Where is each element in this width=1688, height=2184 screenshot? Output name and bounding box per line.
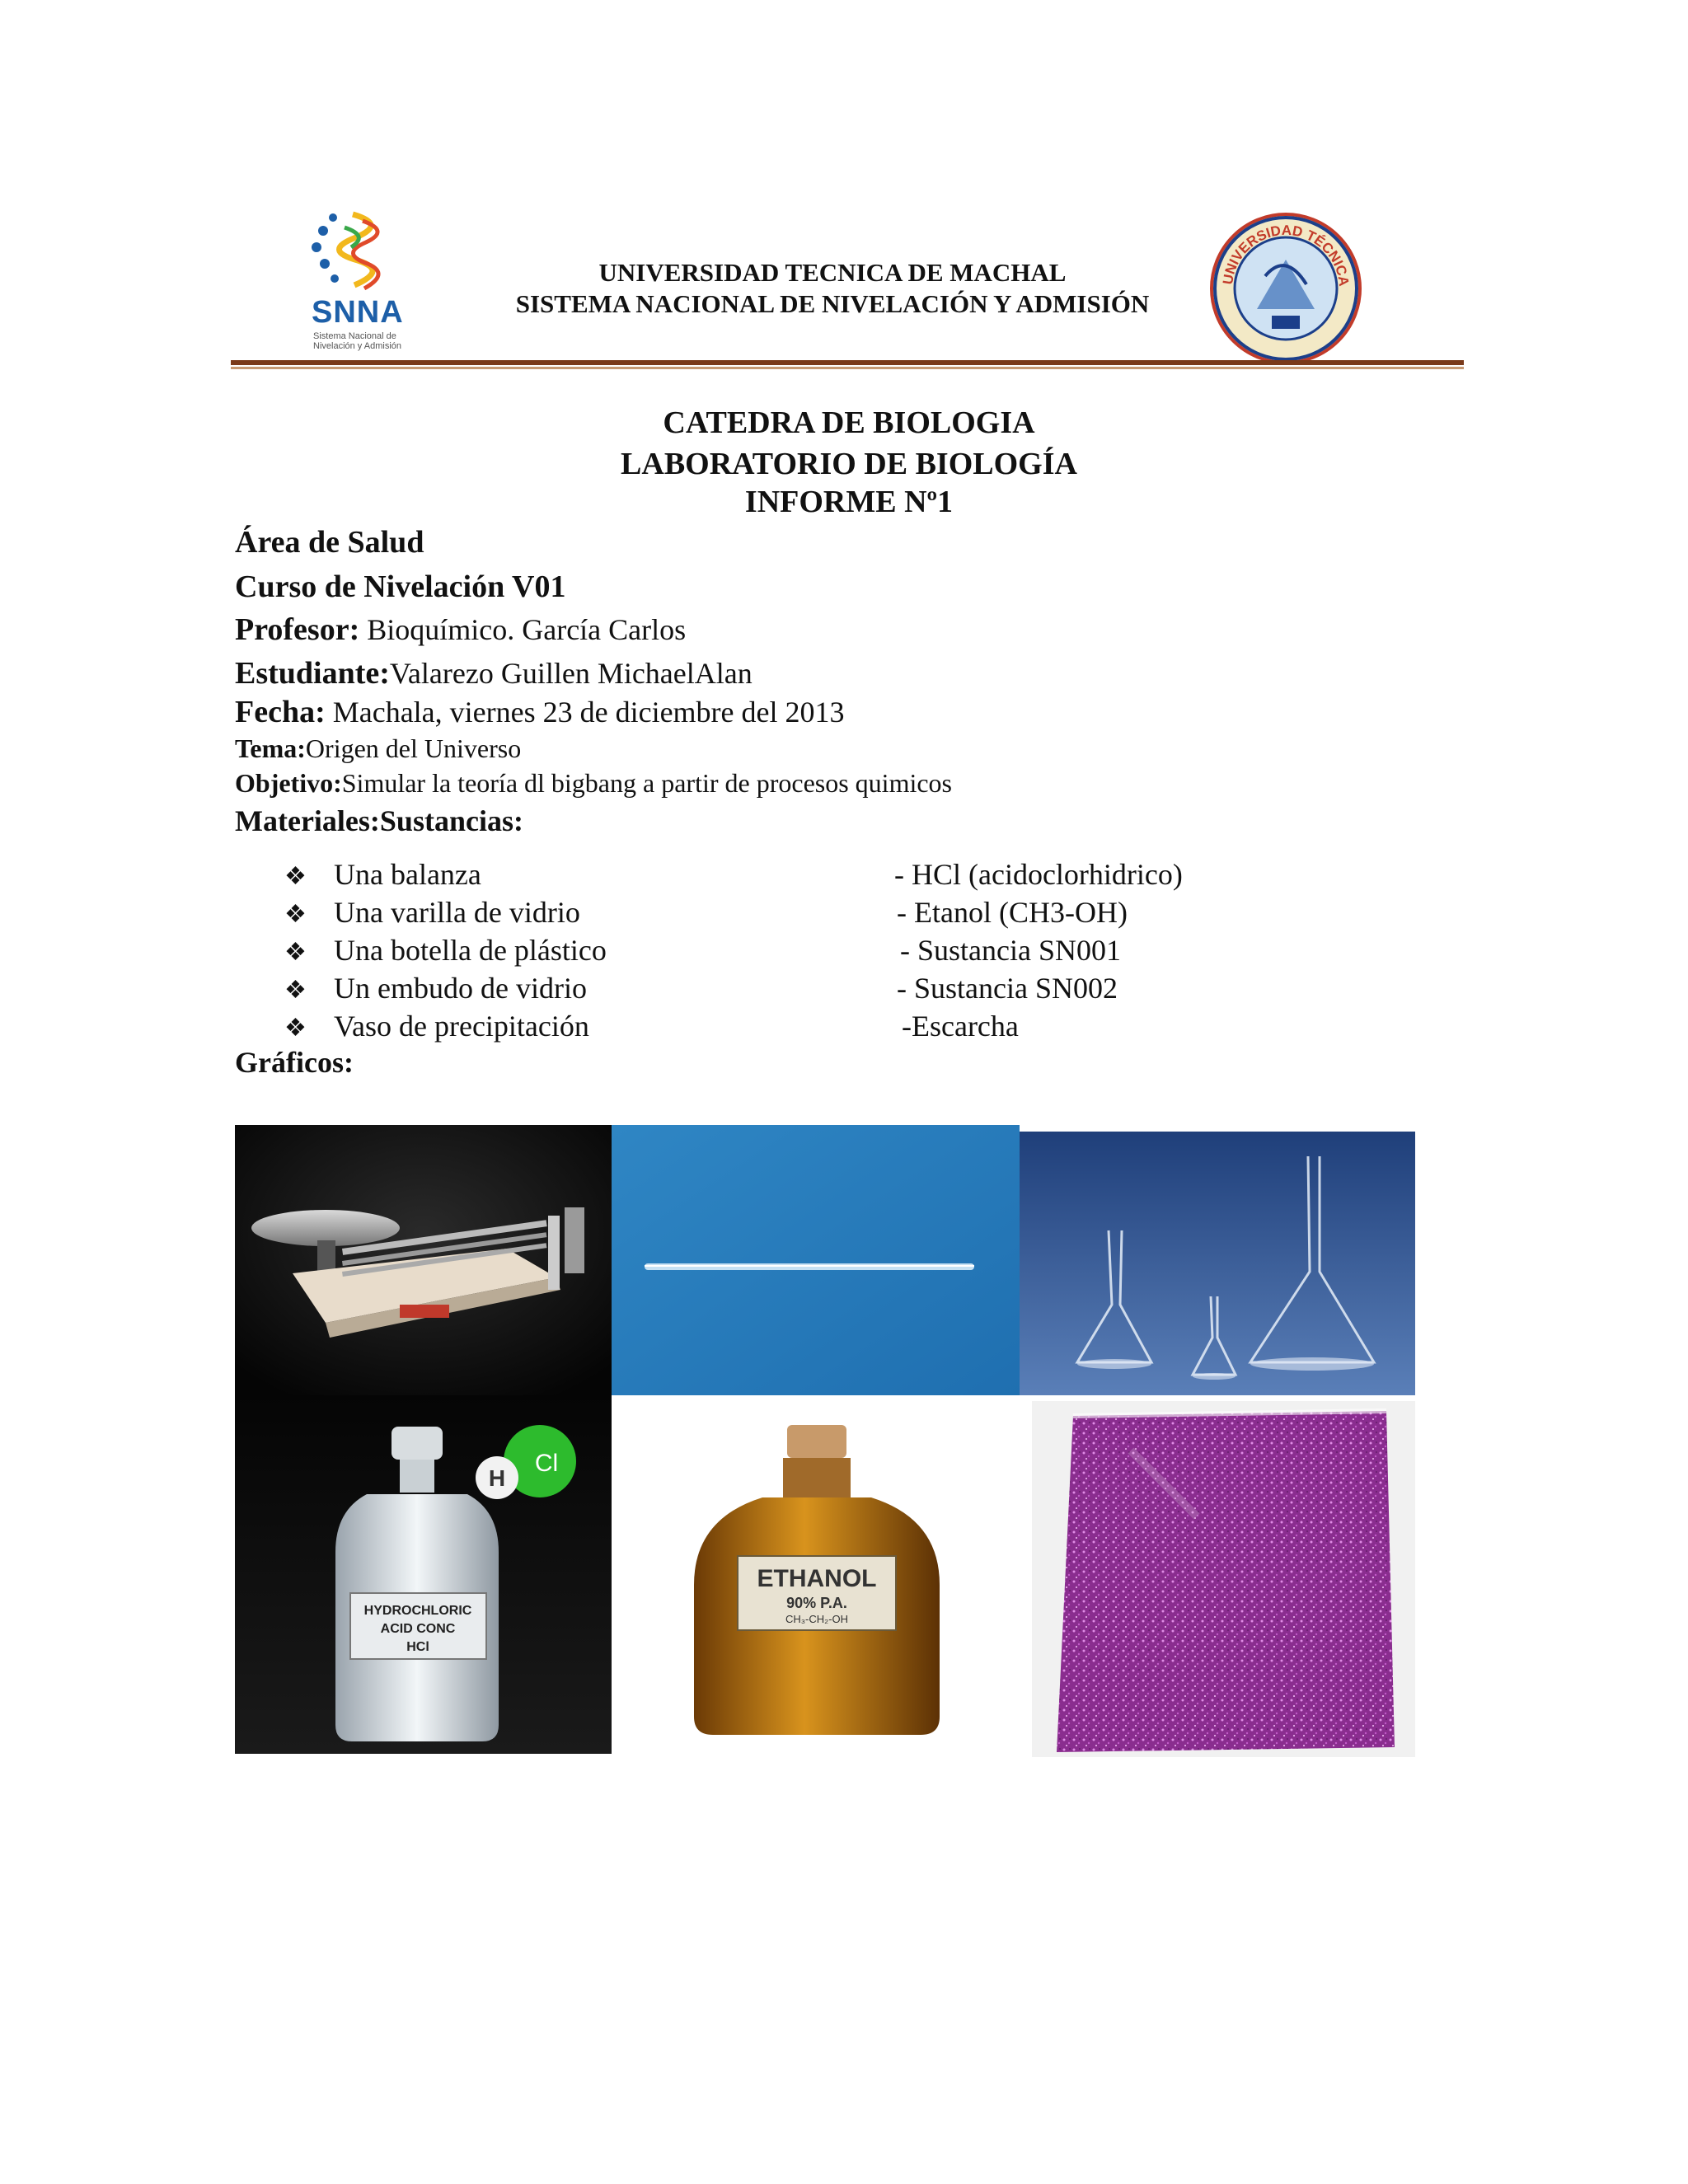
objetivo-value: Simular la teoría dl bigbang a partir de procesos quimicos [341,768,952,798]
diamond-bullet-icon: ❖ [284,939,307,966]
snna-logo-text: SNNA [312,295,404,330]
fecha-value: Machala, viernes 23 de diciembre del 2013 [325,696,845,729]
sustancia-item: - HCl (acidoclorhidrico) [894,858,1183,891]
hcl-bottle-photo [235,1395,612,1754]
sustancia-item: - Sustancia SN001 [900,934,1121,967]
glitter-bag-icon [1032,1401,1415,1757]
glass-funnels-icon [1020,1132,1415,1395]
snna-helix-icon [305,206,437,297]
sustancia-item: -Escarcha [902,1010,1019,1043]
title-informe: INFORME Nº1 [744,485,954,519]
hcl-bottle-icon [235,1395,612,1754]
materiales-item: ❖ Vaso de precipitación [284,1010,589,1043]
header-rule [231,360,1464,365]
report-titles [462,402,1236,519]
objetivo-label: Objetivo: [235,768,342,798]
funnels-photo [1020,1132,1415,1395]
fecha-line [235,694,845,730]
header-rule-light [231,367,1464,369]
glitter-bag-photo [1032,1401,1415,1757]
materiales-item: ❖ Una balanza [284,858,481,891]
diamond-bullet-icon: ❖ [284,977,307,1004]
objetivo-line [235,768,952,799]
snna-logo [305,206,437,354]
title-laboratorio: LABORATORIO DE BIOLOGÍA [621,447,1077,481]
hcl-label-line1: HYDROCHLORIC [363,1604,472,1618]
hcl-label-line3: HCl [406,1640,429,1654]
diamond-bullet-icon: ❖ [284,863,307,890]
tema-line [235,733,521,764]
profesor-value: Bioquímico. García Carlos [359,613,687,646]
tema-value: Origen del Universo [305,733,522,763]
title-catedra: CATEDRA DE BIOLOGIA [663,405,1035,440]
profesor-line [235,612,686,648]
sustancia-item: - Etanol (CH3-OH) [897,896,1128,929]
materiales-item: ❖ Una varilla de vidrio [284,896,580,929]
fecha-label: Fecha: [235,695,326,729]
university-seal-icon [1207,210,1364,367]
triple-beam-balance-icon [235,1125,612,1395]
materiales-item: ❖ Una botella de plástico [284,934,607,967]
hcl-molecule-cl: Cl [534,1450,559,1477]
balance-photo [235,1125,612,1395]
university-header [462,257,1203,320]
diamond-bullet-icon: ❖ [284,1015,307,1042]
glass-rod-icon [612,1125,1020,1395]
snna-logo-subtext: Sistema Nacional de Nivelación y Admisión [313,331,401,351]
hcl-label-line2: ACID CONC [380,1622,456,1636]
materiales-heading: Materiales:Sustancias: [235,804,523,837]
profesor-label: Profesor: [235,612,360,647]
seal-text: UNIVERSIDAD TÉCNICA [1220,222,1353,287]
estudiante-line [235,655,753,691]
estudiante-label: Estudiante: [235,656,390,691]
ethanol-label-line2: 90% P.A. [786,1595,847,1611]
sustancia-item: - Sustancia SN002 [897,972,1118,1005]
estudiante-value: Valarezo Guillen MichaelAlan [389,657,753,690]
curso-heading: Curso de Nivelación V01 [235,569,566,604]
university-name: UNIVERSIDAD TECNICA DE MACHAL [598,258,1067,287]
diamond-bullet-icon: ❖ [284,901,307,928]
area-heading: Área de Salud [235,525,424,560]
system-name: SISTEMA NACIONAL DE NIVELACIÓN Y ADMISIÓN [515,289,1150,318]
hcl-molecule-h: H [488,1465,506,1491]
ethanol-bottle-icon [614,1395,1020,1760]
glass-rod-photo [612,1125,1020,1395]
utm-seal [1207,210,1364,367]
graficos-heading: Gráficos: [235,1046,354,1079]
materiales-item: ❖ Un embudo de vidrio [284,972,587,1005]
ethanol-bottle-photo [614,1395,1020,1760]
ethanol-label-line1: ETHANOL [757,1565,877,1592]
ethanol-label-line3: CH₃-CH₂-OH [785,1613,849,1625]
tema-label: Tema: [235,733,306,763]
